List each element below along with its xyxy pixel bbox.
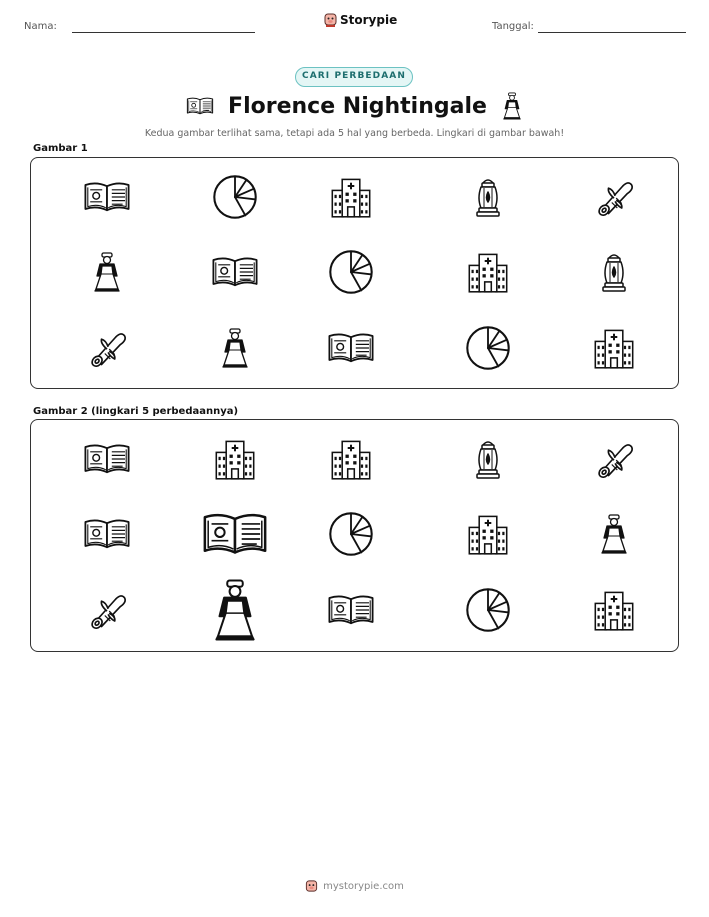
hospital-icon[interactable]: [592, 588, 636, 632]
title-row: [0, 92, 709, 120]
book-icon[interactable]: [202, 510, 269, 558]
scroll-icon: [85, 326, 129, 370]
panel-gambar-2[interactable]: [30, 419, 679, 652]
nurse-icon: [218, 328, 252, 368]
panel-gambar-1: [30, 157, 679, 389]
name-label: Nama:: [24, 21, 57, 32]
footer: [0, 879, 709, 893]
book-icon: [83, 180, 131, 214]
nurse-icon: [501, 92, 523, 120]
book-icon: [211, 255, 259, 289]
book-icon[interactable]: [83, 442, 131, 476]
scroll-icon[interactable]: [592, 437, 636, 481]
date-label: Tanggal:: [492, 21, 534, 32]
lantern-icon: [599, 251, 629, 293]
hospital-icon[interactable]: [329, 437, 373, 481]
hospital-icon: [592, 326, 636, 370]
activity-badge: CARI PERBEDAAN: [295, 67, 413, 87]
nurse-icon[interactable]: [597, 514, 631, 554]
scroll-icon: [592, 175, 636, 219]
storypie-logo: [324, 12, 397, 27]
pie-icon[interactable]: [465, 587, 511, 633]
hospital-icon: [329, 175, 373, 219]
instructions: Kedua gambar terlihat sama, tetapi ada 5 hal yang berbeda. Lingkari di gambar bawah!: [144, 128, 565, 139]
pie-icon[interactable]: [328, 511, 374, 557]
book-icon: [186, 95, 214, 117]
nurse-icon: [90, 252, 124, 292]
panel-2-label: Gambar 2 (lingkari 5 perbedaannya): [33, 406, 239, 417]
nurse-icon[interactable]: [209, 579, 262, 641]
hospital-icon: [466, 250, 510, 294]
footer-url[interactable]: mystorypie.com: [323, 880, 404, 892]
hospital-icon[interactable]: [213, 437, 257, 481]
book-icon: [327, 331, 375, 365]
scroll-icon[interactable]: [85, 588, 129, 632]
book-icon[interactable]: [83, 517, 131, 551]
pie-icon: [328, 249, 374, 295]
lantern-icon: [473, 176, 503, 218]
pie-icon: [465, 325, 511, 371]
pie-icon: [212, 174, 258, 220]
page-title: Florence Nightingale: [228, 93, 487, 119]
brand-name: Storypie: [340, 12, 398, 27]
pig-mascot-icon: [305, 879, 318, 893]
pig-mascot-icon: [324, 12, 337, 27]
book-icon[interactable]: [327, 593, 375, 627]
lantern-icon[interactable]: [473, 438, 503, 480]
name-line[interactable]: [72, 32, 255, 33]
date-line[interactable]: [538, 32, 686, 33]
panel-1-label: Gambar 1: [33, 143, 88, 154]
hospital-icon[interactable]: [466, 512, 510, 556]
